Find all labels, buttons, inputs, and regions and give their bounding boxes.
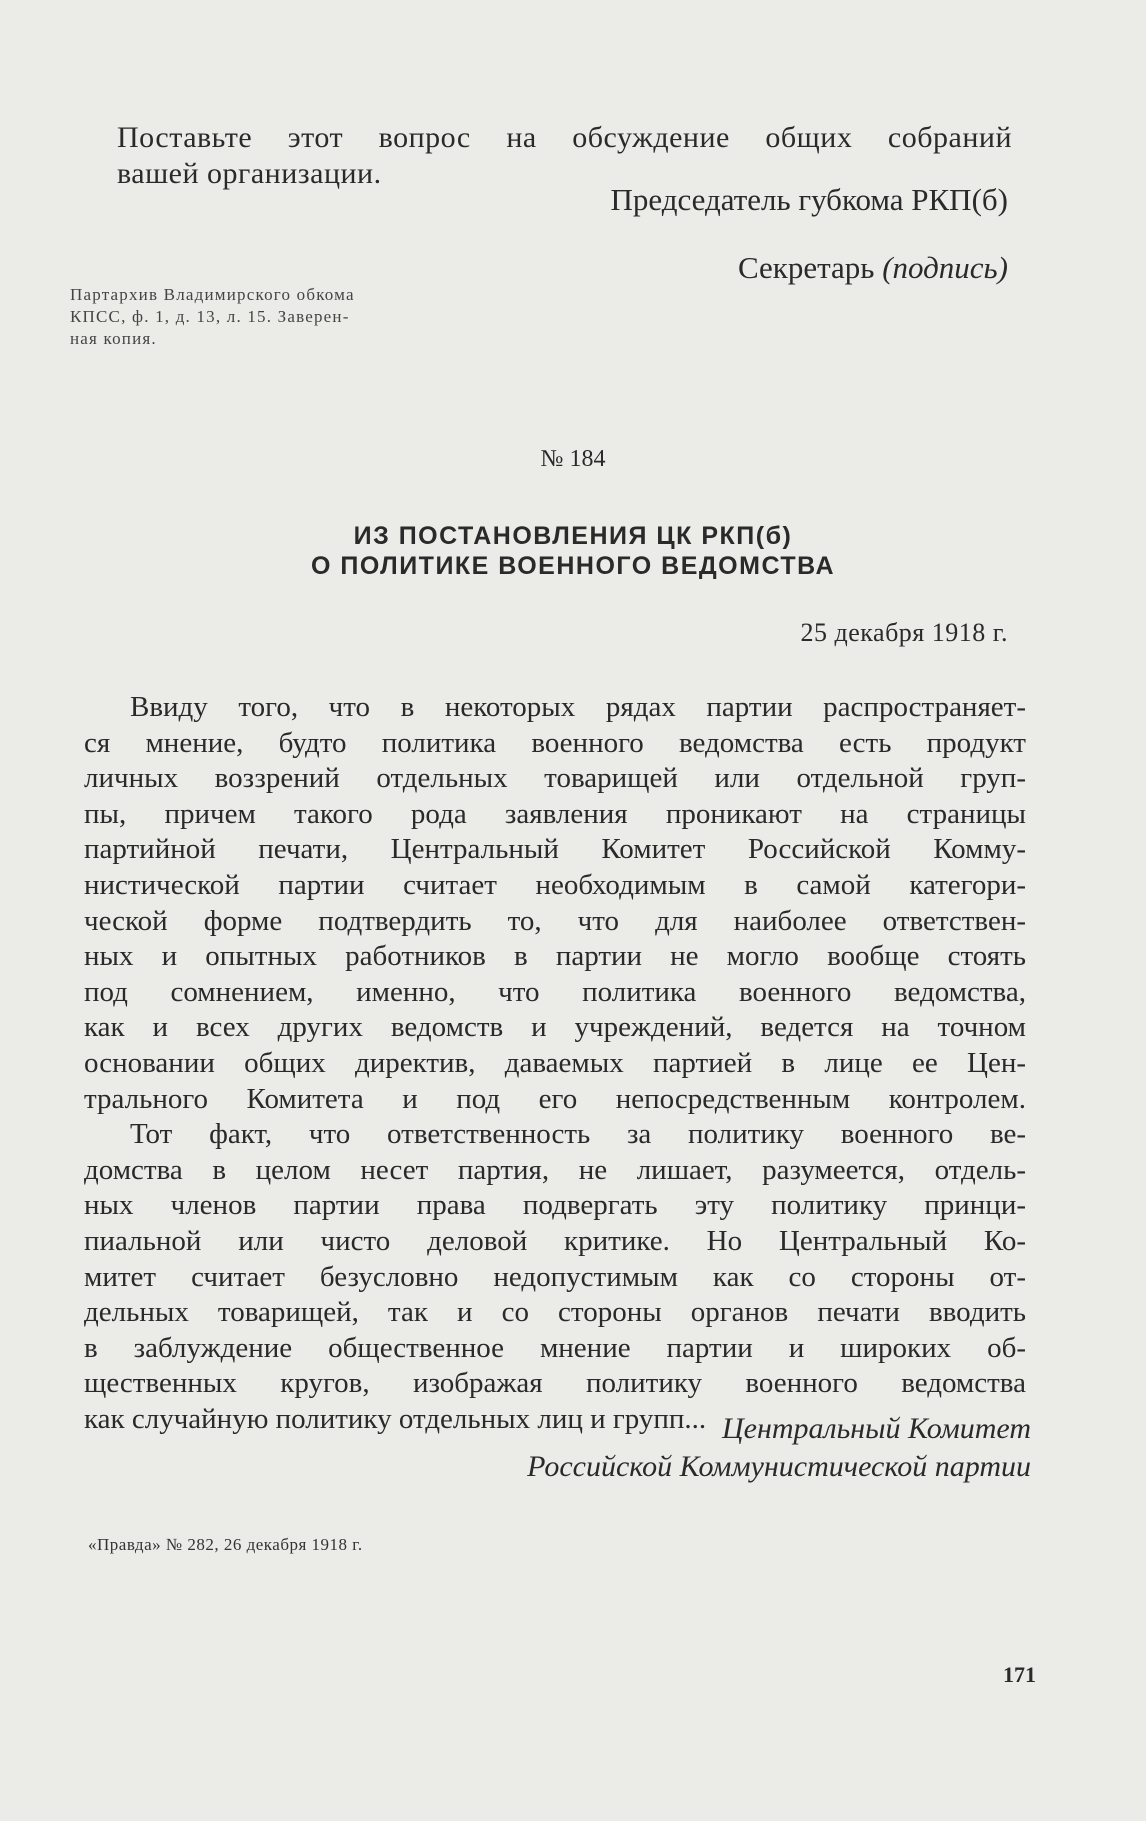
body-line: как и всех других ведомств и учреждений, ведется на точном bbox=[84, 1011, 1026, 1044]
body-line: митет считает безусловно недопустимым как со стороны от- bbox=[84, 1260, 1026, 1293]
body-line: партийной печати, Центральный Комитет Российской Комму- bbox=[84, 833, 1026, 866]
document-title-line-2: О ПОЛИТИКЕ ВОЕННОГО ВЕДОМСТВА bbox=[310, 552, 836, 580]
body-line: Тот факт, что ответственность за политику военного ве- bbox=[130, 1118, 1026, 1151]
body-line: нистической партии считает необходимым в самой категори- bbox=[84, 868, 1026, 901]
signature-line-2: Российской Коммунистической партии bbox=[527, 1450, 1031, 1483]
archive-line-3: ная копия. bbox=[70, 329, 157, 348]
body-line: ных членов партии права подвергать эту политику принци- bbox=[84, 1189, 1026, 1222]
secretary-label: Секретарь bbox=[737, 250, 875, 285]
body-line: дельных товарищей, так и со стороны органов печати вводить bbox=[84, 1296, 1026, 1329]
intro-line-1: Поставьте этот вопрос на обсуждение общих собраний bbox=[117, 121, 1012, 154]
chairman-signature: Председатель губкома РКП(б) bbox=[610, 182, 1008, 217]
body-line: основании общих директив, даваемых партией в лице ее Цен- bbox=[84, 1046, 1026, 1079]
document-title-line-1: ИЗ ПОСТАНОВЛЕНИЯ ЦК РКП(б) bbox=[353, 522, 793, 550]
document-date: 25 декабря 1918 г. bbox=[800, 618, 1008, 647]
secretary-note: (подпись) bbox=[882, 250, 1008, 285]
archive-reference bbox=[70, 284, 470, 350]
document-number: № 184 bbox=[540, 446, 606, 472]
signature-line-1: Центральный Комитет bbox=[722, 1412, 1031, 1445]
archive-line-2: КПСС, ф. 1, д. 13, л. 15. Заверен- bbox=[70, 307, 350, 326]
document-body bbox=[84, 690, 1026, 1437]
source-citation: «Правда» № 282, 26 декабря 1918 г. bbox=[88, 1535, 363, 1554]
body-line: домства в целом несет партия, не лишает, разумеется, отдель- bbox=[84, 1153, 1026, 1186]
body-line: ных и опытных работников в партии не могло вообще стоять bbox=[84, 940, 1026, 973]
body-line: пы, причем такого рода заявления проникают на страницы bbox=[84, 797, 1026, 830]
body-line: трального Комитета и под его непосредственным контролем. bbox=[84, 1082, 1026, 1115]
body-line: как случайную политику отдельных лиц и групп... bbox=[84, 1402, 707, 1435]
intro-line-2: вашей организации. bbox=[117, 157, 382, 190]
body-line: под сомнением, именно, что политика военного ведомства, bbox=[84, 975, 1026, 1008]
body-line: Ввиду того, что в некоторых рядах партии распространяет- bbox=[130, 691, 1026, 723]
body-line: в заблуждение общественное мнение партии и широких об- bbox=[84, 1331, 1026, 1364]
body-line: пиальной или чисто деловой критике. Но Центральный Ко- bbox=[84, 1224, 1026, 1257]
archive-line-1: Партархив Владимирского обкома bbox=[70, 285, 355, 304]
body-line: ческой форме подтвердить то, что для наиболее ответствен- bbox=[84, 904, 1026, 937]
body-line: щественных кругов, изображая политику военного ведомства bbox=[84, 1367, 1026, 1400]
body-line: личных воззрений отдельных товарищей или отдельной груп- bbox=[84, 762, 1026, 795]
body-line: ся мнение, будто политика военного ведомства есть продукт bbox=[84, 726, 1026, 759]
secretary-signature bbox=[738, 250, 1008, 286]
page-number: 171 bbox=[1003, 1662, 1036, 1687]
